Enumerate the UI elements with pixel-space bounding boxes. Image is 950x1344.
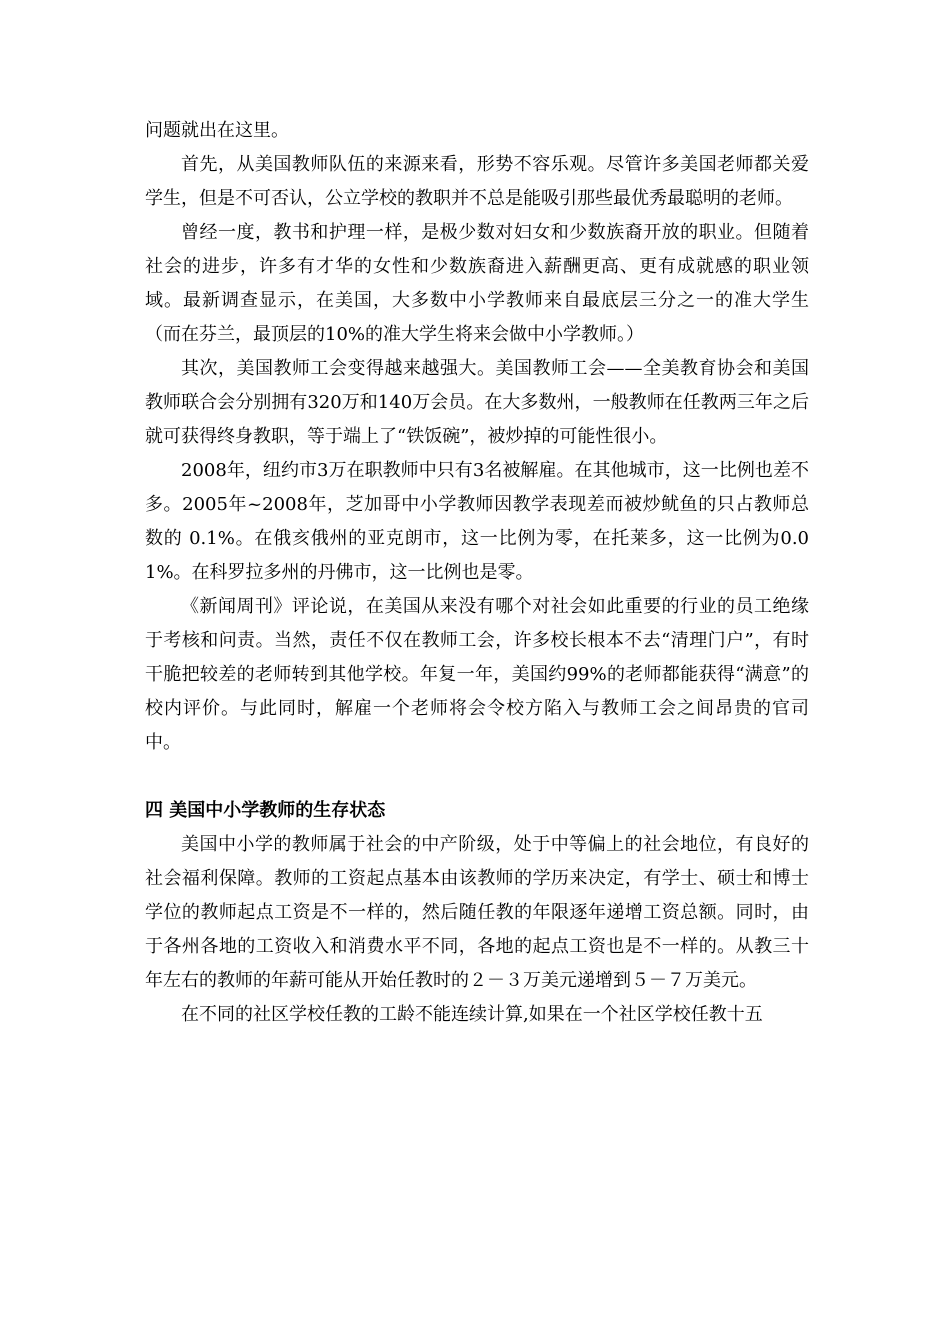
paragraph-dismissal-rates: 2008年，纽约市3万在职教师中只有3名被解雇。在其他城市，这一比例也差不多。2005年~2008年，芝加哥中小学教师因教学表现差而被炒鱿鱼的只占教师总数的 0.1%。在俄亥俄州的亚克朗市，这一比例为零，在托莱多，这一比例为0.01%。在科罗拉多州的丹佛市，这一比例也是零。 [145,460,809,583]
paragraph-newsweek-comment: 《新闻周刊》评论说，在美国从来没有哪个对社会如此重要的行业的员工绝缘于考核和问责。当然，责任不仅在教师工会，许多校长根本不去“清理门户”，有时干脆把较差的老师转到其他学校。年复一年，美国约99%的老师都能获得“满意”的校内评价。与此同时，解雇一个老师将会令校方陷入与教师工会之间昂贵的官司中。 [145,596,809,753]
paragraph-teacher-sources: 首先，从美国教师队伍的来源来看，形势不容乐观。尽管许多美国老师都关爱学生，但是不可否认，公立学校的教职并不总是能吸引那些最优秀最聪明的老师。 [145,154,809,209]
paragraph-seniority: 在不同的社区学校任教的工龄不能连续计算,如果在一个社区学校任教十五 [181,1004,763,1025]
paragraph-teacher-unions: 其次，美国教师工会变得越来越强大。美国教师工会——全美教育协会和美国教师联合会分别拥有320万和140万会员。在大多数州，一般教师在任教两三年之后就可获得终身教职，等于端上了“铁饭碗”，被炒掉的可能性很小。 [145,358,809,447]
paragraph-continuation: 问题就出在这里。 [145,120,289,141]
document-page [145,114,809,1032]
section-heading: 四 美国中小学教师的生存状态 [145,800,386,821]
paragraph-teacher-status: 美国中小学的教师属于社会的中产阶级，处于中等偏上的社会地位，有良好的社会福利保障。教师的工资起点基本由该教师的学历来决定，有学士、硕士和博士学位的教师起点工资是不一样的，然后随任教的年限逐年递增工资总额。同时，由于各州各地的工资收入和消费水平不同，各地的起点工资也是不一样的。从教三十年左右的教师的年薪可能从开始任教时的２－３万美元递增到５－７万美元。 [145,834,809,991]
paragraph-spacer [145,760,809,794]
paragraph-women-minorities: 曾经一度，教书和护理一样，是极少数对妇女和少数族裔开放的职业。但随着社会的进步，许多有才华的女性和少数族裔进入薪酬更高、更有成就感的职业领域。最新调查显示，在美国，大多数中小学教师来自最底层三分之一的准大学生（而在芬兰，最顶层的10%的准大学生将来会做中小学教师。） [145,222,809,345]
